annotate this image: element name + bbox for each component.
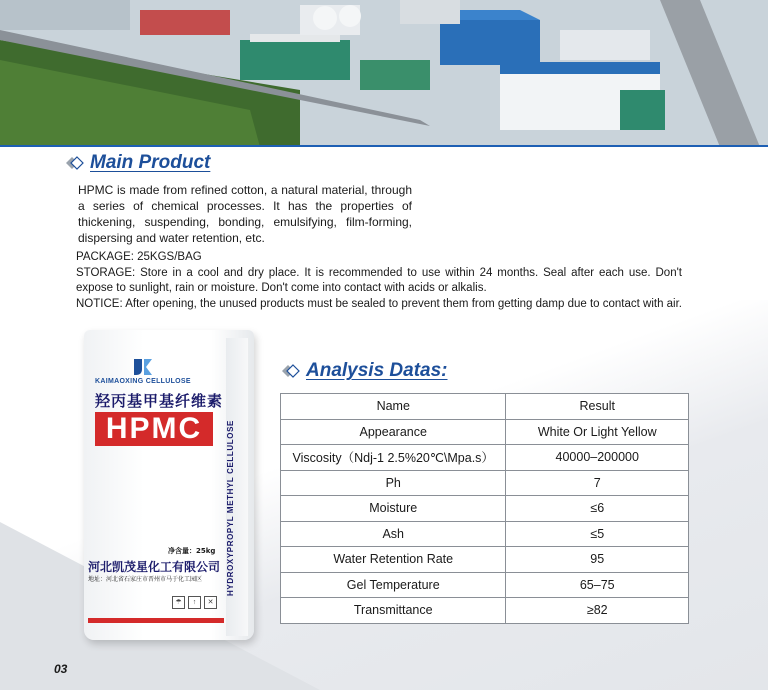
notice-line: NOTICE: After opening, the unused products must be sealed to prevent them from getting damp due to contact with air. bbox=[76, 297, 683, 310]
diamond-bullet-icon bbox=[66, 156, 84, 170]
cell-result: 7 bbox=[506, 470, 689, 496]
analysis-title: Analysis Datas: bbox=[306, 360, 448, 381]
main-product-heading bbox=[66, 152, 210, 174]
bag-red-stripe bbox=[88, 618, 224, 623]
header-result: Result bbox=[506, 394, 689, 420]
package-line: PACKAGE: 25KGS/BAG bbox=[76, 251, 202, 263]
main-product-title: Main Product bbox=[90, 152, 211, 173]
cell-result: ≤5 bbox=[506, 521, 689, 547]
cell-result: ≥82 bbox=[506, 598, 689, 624]
hero-factory-photo bbox=[0, 0, 768, 147]
table-row bbox=[281, 547, 689, 573]
diamond-bullet-icon bbox=[282, 364, 300, 378]
cell-name: Gel Temperature bbox=[281, 572, 506, 598]
cell-name: Ph bbox=[281, 470, 506, 496]
cell-name: Transmittance bbox=[281, 598, 506, 624]
cell-result: White Or Light Yellow bbox=[506, 419, 689, 445]
table-row bbox=[281, 598, 689, 624]
bag-care-icons bbox=[172, 596, 217, 609]
analysis-heading bbox=[282, 360, 448, 382]
cell-result: 65–75 bbox=[506, 572, 689, 598]
cell-name: Viscosity（Ndj-1 2.5%20℃\Mpa.s） bbox=[281, 445, 506, 471]
analysis-table bbox=[280, 393, 689, 624]
cell-name: Moisture bbox=[281, 496, 506, 522]
cell-name: Water Retention Rate bbox=[281, 547, 506, 573]
header-name: Name bbox=[281, 394, 506, 420]
bag-brand-text: KAIMAOXING CELLULOSE bbox=[95, 378, 191, 385]
cell-result: ≤6 bbox=[506, 496, 689, 522]
table-row bbox=[281, 521, 689, 547]
no-hook-icon: ✕ bbox=[204, 596, 217, 609]
bag-product-label: HPMC bbox=[95, 412, 213, 446]
table-row bbox=[281, 496, 689, 522]
table-header-row bbox=[281, 394, 689, 420]
bag-chinese-name: 羟丙基甲基纤维素 bbox=[95, 392, 224, 410]
cell-name: Appearance bbox=[281, 419, 506, 445]
cell-result: 40000–200000 bbox=[506, 445, 689, 471]
factory-illustration bbox=[0, 0, 768, 147]
bag-net-weight: 净含量：25kg bbox=[168, 547, 216, 555]
product-intro: HPMC is made from refined cotton, a natural material, through a series of chemical processes. It has the properties of thickening, suspending, bonding, emulsifying, film-forming, dispersing and water retention, etc. bbox=[78, 183, 412, 245]
bag-company-name: 河北凯茂星化工有限公司 bbox=[88, 560, 221, 574]
page-number: 03 bbox=[54, 662, 68, 676]
cell-name: Ash bbox=[281, 521, 506, 547]
keep-dry-icon: ☂ bbox=[172, 596, 185, 609]
brand-logo-icon bbox=[132, 357, 154, 377]
table-row bbox=[281, 572, 689, 598]
storage-line: STORAGE: Store in a cool and dry place. It is recommended to use within 24 months. Seal after each use. Don't expose to sunlight, rain or moisture. Don't come into contact with acids or alkalis. bbox=[76, 266, 682, 294]
table-row bbox=[281, 470, 689, 496]
bag-address: 地址：河北省石家庄市晋州市马于化工园区 bbox=[88, 576, 203, 583]
product-notes bbox=[76, 250, 682, 312]
hero-blue-band bbox=[0, 145, 768, 147]
table-row bbox=[281, 445, 689, 471]
bag-vertical-text: HYDROXYPROPYL METHYL CELLULOSE bbox=[226, 420, 235, 596]
this-side-up-icon: ↑ bbox=[188, 596, 201, 609]
table-row bbox=[281, 419, 689, 445]
cell-result: 95 bbox=[506, 547, 689, 573]
